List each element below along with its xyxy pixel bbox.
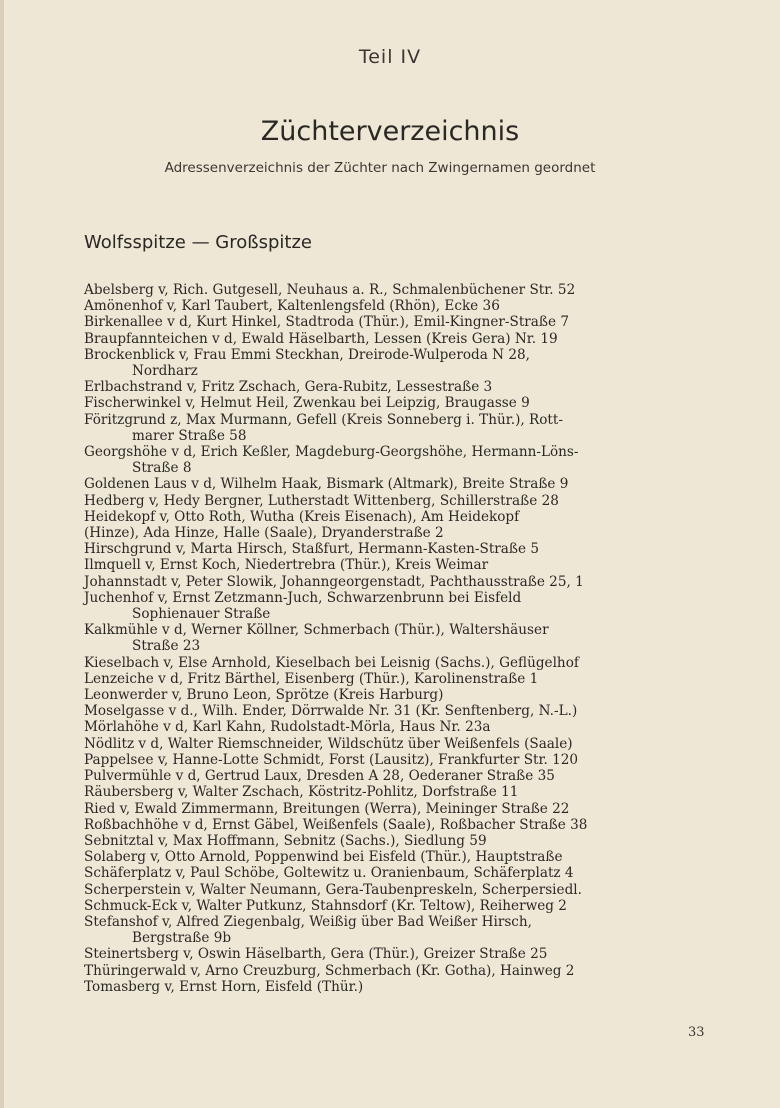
entry-text: Juchenhof v, Ernst Zetzmann-Juch, Schwarzenbrunn bei Eisfeld [84,589,522,606]
entry-text: Kieselbach v, Else Arnhold, Kieselbach bei Leisnig (Sachs.), Geflügelhof [84,654,579,671]
entry-text: Georgshöhe v d, Erich Keßler, Magdeburg-Georgshöhe, Hermann-Löns- [84,444,579,461]
list-item [84,703,674,719]
entry-text: Abelsberg v, Rich. Gutgesell, Neuhaus a. R., Schmalenbüchener Str. 52 [84,282,576,298]
entry-text: Nödlitz v d, Walter Riemschneider, Wildschütz über Weißenfels (Saale) [84,735,573,752]
list-item [84,946,674,962]
entry-text: Tomasberg v, Ernst Horn, Eisfeld (Thür.) [84,978,364,995]
entry-text: Brockenblick v, Frau Emmi Steckhan, Dreirode-Wulperoda N 28, [84,346,530,363]
list-item [84,412,674,444]
entry-text: Erlbachstrand v, Fritz Zschach, Gera-Rubitz, Lessestraße 3 [84,379,493,396]
list-item [84,622,674,654]
entry-text: Sebnitztal v, Max Hoffmann, Sebnitz (Sachs.), Siedlung 59 [84,832,487,849]
list-item [84,379,674,395]
entry-continuation: Nordharz [132,363,198,380]
section-heading: Wolfsspitze — Großspitze [84,232,312,253]
list-item [84,525,674,541]
entry-continuation: Straße 23 [132,638,201,655]
entry-text: Braupfannteichen v d, Ewald Häselbarth, Lessen (Kreis Gera) Nr. 19 [84,330,558,347]
breeder-list [84,282,674,995]
entry-text: Räubersberg v, Walter Zschach, Köstritz-Pohlitz, Dorfstraße 11 [84,784,519,801]
list-item [84,801,674,817]
entry-text: (Hinze), Ada Hinze, Halle (Saale), Dryanderstraße 2 [84,525,444,542]
page-number: 33 [688,1025,705,1040]
entry-text: Stefanshof v, Alfred Ziegenbalg, Weißig über Bad Weißer Hirsch, [84,913,532,930]
entry-text: Pulvermühle v d, Gertrud Laux, Dresden A 28, Oederaner Straße 35 [84,768,555,785]
list-item [84,444,674,476]
list-item [84,736,674,752]
page-title: Züchterverzeichnis [260,116,520,147]
list-item [84,865,674,881]
entry-text: Solaberg v, Otto Arnold, Poppenwind bei Eisfeld (Thür.), Hauptstraße [84,849,563,866]
entry-text: Roßbachhöhe v d, Ernst Gäbel, Weißenfels (Saale), Roßbacher Straße 38 [84,816,588,833]
list-item [84,493,674,509]
entry-continuation: Straße 8 [132,460,192,477]
list-item [84,395,674,411]
list-item [84,574,674,590]
list-item [84,557,674,573]
entry-text: Steinertsberg v, Oswin Häselbarth, Gera (Thür.), Greizer Straße 25 [84,946,548,963]
list-item [84,768,674,784]
entry-text: Birkenallee v d, Kurt Hinkel, Stadtroda (Thür.), Emil-Kingner-Straße 7 [84,314,569,331]
entry-text: Schäferplatz v, Paul Schöbe, Goltewitz u. Oranienbaum, Schäferplatz 4 [84,865,574,882]
list-item [84,314,674,330]
list-item [84,541,674,557]
list-item [84,671,674,687]
entry-text: Fischerwinkel v, Helmut Heil, Zwenkau bei Leipzig, Braugasse 9 [84,395,530,412]
part-heading: Teil IV [358,46,422,68]
entry-text: Leonwerder v, Bruno Leon, Sprötze (Kreis Harburg) [84,687,444,704]
entry-text: Mörlahöhe v d, Karl Kahn, Rudolstadt-Mörla, Haus Nr. 23a [84,719,491,736]
list-item [84,784,674,800]
list-item [84,590,674,622]
entry-text: Schmuck-Eck v, Walter Putkunz, Stahnsdorf (Kr. Teltow), Reiherweg 2 [84,897,567,914]
list-item [84,979,674,995]
list-item [84,849,674,865]
list-item [84,509,674,525]
list-item [84,719,674,735]
list-item [84,655,674,671]
page-subtitle: Adressenverzeichnis der Züchter nach Zwingernamen geordnet [164,160,596,176]
entry-text: Heidekopf v, Otto Roth, Wutha (Kreis Eisenach), Am Heidekopf [84,508,520,525]
entry-text: Ried v, Ewald Zimmermann, Breitungen (Werra), Meininger Straße 22 [84,800,570,817]
entry-continuation: Sophienauer Straße [132,606,271,623]
entry-text: Kalkmühle v d, Werner Köllner, Schmerbach (Thür.), Waltershäuser [84,622,549,639]
list-item [84,914,674,946]
entry-text: Pappelsee v, Hanne-Lotte Schmidt, Forst (Lausitz), Frankfurter Str. 120 [84,751,579,768]
entry-continuation: Bergstraße 9b [132,930,232,947]
list-item [84,963,674,979]
list-item [84,882,674,898]
entry-text: Ilmquell v, Ernst Koch, Niedertrebra (Thür.), Kreis Weimar [84,557,489,574]
entry-text: Johannstadt v, Peter Slowik, Johanngeorgenstadt, Pachthausstraße 25, 1 [84,573,584,590]
list-item [84,898,674,914]
entry-text: Amönenhof v, Karl Taubert, Kaltenlengsfeld (Rhön), Ecke 36 [84,298,500,315]
entry-text: Lenzeiche v d, Fritz Bärthel, Eisenberg (Thür.), Karolinenstraße 1 [84,670,539,687]
list-item [84,752,674,768]
list-item [84,282,674,298]
list-item [84,817,674,833]
list-item [84,331,674,347]
entry-text: Hedberg v, Hedy Bergner, Lutherstadt Wittenberg, Schillerstraße 28 [84,492,559,509]
entry-text: Thüringerwald v, Arno Creuzburg, Schmerbach (Kr. Gotha), Hainweg 2 [84,962,575,979]
list-item [84,347,674,379]
list-item [84,687,674,703]
list-item [84,476,674,492]
entry-text: Goldenen Laus v d, Wilhelm Haak, Bismark (Altmark), Breite Straße 9 [84,476,569,493]
list-item [84,833,674,849]
entry-text: Moselgasse v d., Wilh. Ender, Dörrwalde Nr. 31 (Kr. Senftenberg, N.-L.) [84,703,578,720]
entry-text: Föritzgrund z, Max Murmann, Gefell (Kreis Sonneberg i. Thür.), Rott- [84,411,563,428]
list-item [84,298,674,314]
entry-continuation: marer Straße 58 [132,427,247,444]
entry-text: Scherperstein v, Walter Neumann, Gera-Taubenpreskeln, Scherpersiedl. [84,881,582,898]
entry-text: Hirschgrund v, Marta Hirsch, Staßfurt, Hermann-Kasten-Straße 5 [84,541,539,558]
